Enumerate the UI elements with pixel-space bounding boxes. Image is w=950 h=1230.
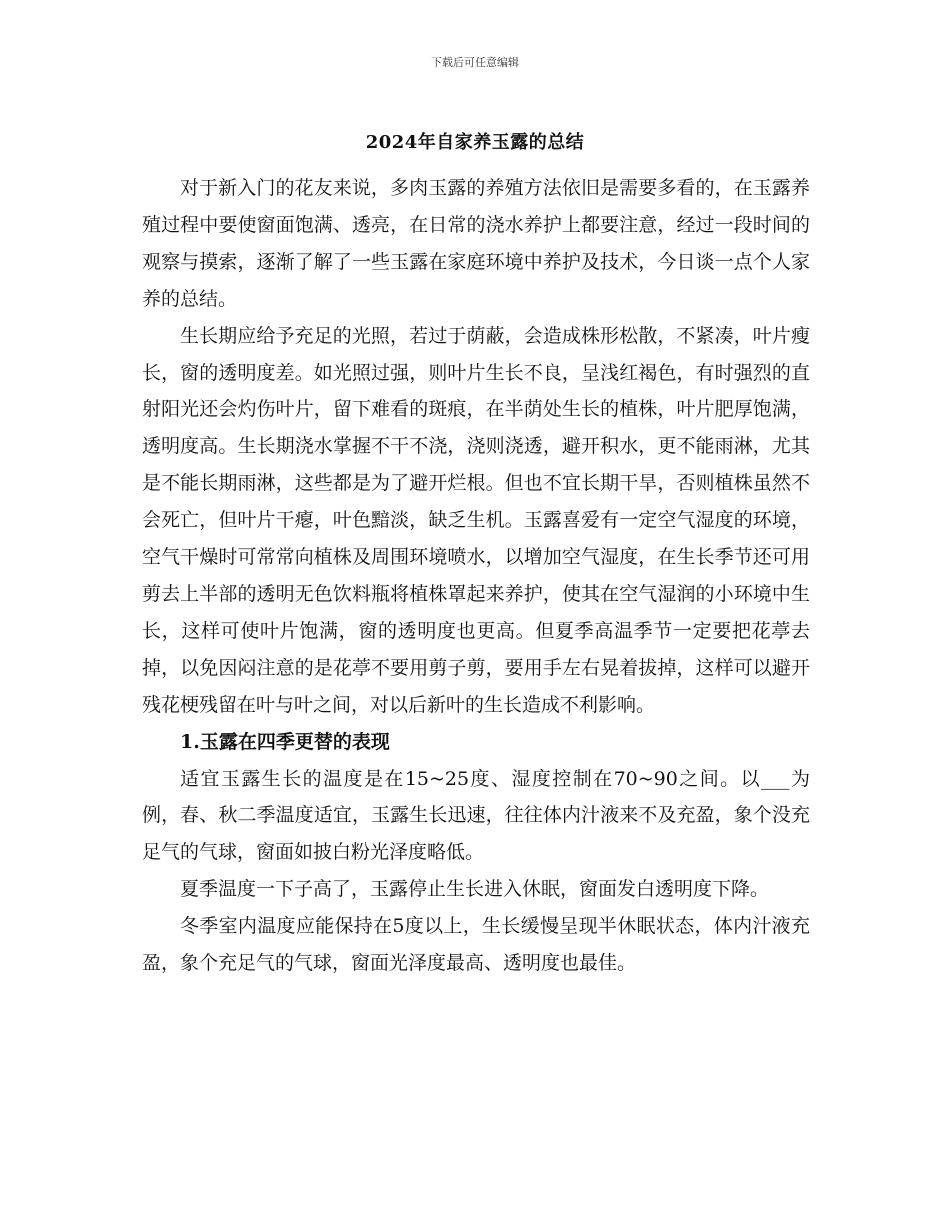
paragraph-spring-autumn: 适宜玉露生长的温度是在15~25度、湿度控制在70~90之间。以___为例，春、秋二季温度适宜，玉露生长迅速，往往体内汁液来不及充盈，象个没充足气的气球，窗面如披白粉光泽度略低。 <box>142 767 810 864</box>
section-heading: 1.玉露在四季更替的表现 <box>180 730 390 753</box>
paragraph-intro: 对于新入门的花友来说，多肉玉露的养殖方法依旧是需要多看的，在玉露养殖过程中要使窗面饱满、透亮，在日常的浇水养护上都要注意，经过一段时间的观察与摸索，逐渐了解了一些玉露在家庭环境中养护及技术，今日谈一点个人家养的总结。 <box>142 177 810 310</box>
paragraph-summer: 夏季温度一下子高了，玉露停止生长进入休眠，窗面发白透明度下降。 <box>180 878 770 901</box>
paragraph-winter: 冬季室内温度应能保持在5度以上，生长缓慢呈现半休眠状态，体内汁液充盈，象个充足气的气球，窗面光泽度最高、透明度也最佳。 <box>142 915 810 975</box>
paragraph-growth-care: 生长期应给予充足的光照，若过于荫蔽，会造成株形松散，不紧凑，叶片瘦长，窗的透明度差。如光照过强，则叶片生长不良，呈浅红褐色，有时强烈的直射阳光还会灼伤叶片，留下难看的斑痕，在半荫处生长的植株，叶片肥厚饱满，透明度高。生长期浇水掌握不干不浇，浇则浇透，避开积水，更不能雨淋，尤其是不能长期雨淋，这些都是为了避开烂根。但也不宜长期干旱，否则植株虽然不会死亡，但叶片干瘪，叶色黯淡，缺乏生机。玉露喜爱有一定空气湿度的环境，空气干燥时可常常向植株及周围环境喷水，以增加空气湿度，在生长季节还可用剪去上半部的透明无色饮料瓶将植株罩起来养护，使其在空气湿润的小环境中生长，这样可使叶片饱满，窗的透明度也更高。但夏季高温季节一定要把花葶去掉，以免因闷注意的是花葶不要用剪子剪，要用手左右晃着拔掉，这样可以避开残花梗残留在叶与叶之间，对以后新叶的生长造成不利影响。 <box>142 324 810 716</box>
document-body <box>142 170 810 982</box>
header-note: 下载后可任意编辑 <box>431 56 519 69</box>
document-title: 2024年自家养玉露的总结 <box>365 132 585 153</box>
